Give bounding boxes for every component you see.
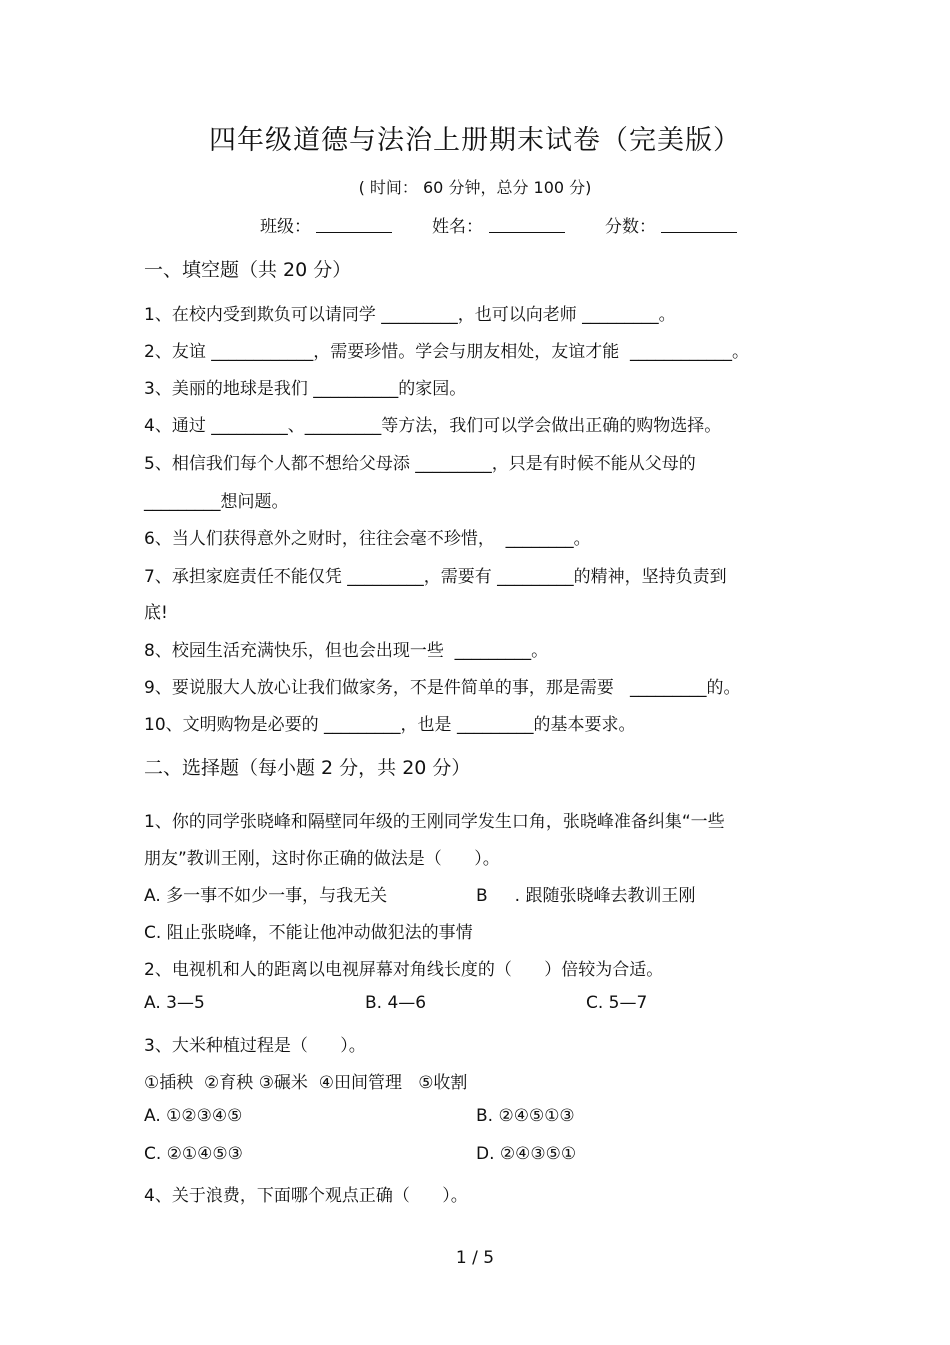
fill-question-6: 6、当人们获得意外之财时，往往会毫不珍惜， ________。 bbox=[144, 529, 591, 549]
name-label: 姓名： bbox=[432, 217, 483, 237]
fill-question-3: 3、美丽的地球是我们 __________的家园。 bbox=[144, 379, 467, 399]
choice-question-3-steps: ①插秧 ②育秧 ③碾米 ④田间管理 ⑤收割 bbox=[144, 1073, 468, 1093]
section-fill-in-heading: 一、填空题（共 20 分） bbox=[144, 259, 352, 281]
fill-question-1: 1、在校内受到欺负可以请同学 _________，也可以向老师 _________。 bbox=[144, 305, 676, 325]
choice-question-2: 2、电视机和人的距离以电视屏幕对角线长度的（ ）倍较为合适。 bbox=[144, 960, 664, 980]
exam-subtitle: ( 时间： 60 分钟，总分 100 分) bbox=[358, 178, 592, 197]
choice-question-3-option-d: D. ②④③⑤① bbox=[476, 1144, 577, 1164]
choice-question-1-option-b: B . 跟随张晓峰去教训王刚 bbox=[476, 886, 696, 906]
score-blank bbox=[661, 232, 737, 233]
class-blank bbox=[316, 232, 392, 233]
fill-question-9: 9、要说服大人放心让我们做家务，不是件简单的事，那是需要 _________的。 bbox=[144, 678, 741, 698]
section-choice-heading: 二、选择题（每小题 2 分，共 20 分） bbox=[144, 757, 471, 779]
choice-question-4: 4、关于浪费，下面哪个观点正确（ ）。 bbox=[144, 1186, 468, 1206]
choice-question-2-option-b: B. 4—6 bbox=[365, 993, 427, 1013]
choice-question-2-option-a: A. 3—5 bbox=[144, 993, 205, 1013]
choice-question-1-line2: 朋友”教训王刚，这时你正确的做法是（ ）。 bbox=[144, 849, 500, 869]
choice-question-3: 3、大米种植过程是（ ）。 bbox=[144, 1036, 366, 1056]
fill-question-2: 2、友谊 ____________，需要珍惜。学会与朋友相处，友谊才能 ____________。 bbox=[144, 342, 750, 362]
fill-question-7-line1: 7、承担家庭责任不能仅凭 _________，需要有 _________的精神，坚持负责到 bbox=[144, 567, 727, 587]
fill-question-7-line2: 底! bbox=[144, 603, 168, 623]
class-label: 班级： bbox=[260, 217, 311, 237]
exam-title: 四年级道德与法治上册期末试卷（完美版） bbox=[209, 125, 741, 156]
choice-question-3-option-a: A. ①②③④⑤ bbox=[144, 1106, 243, 1126]
choice-question-1-line1: 1、你的同学张晓峰和隔壁同年级的王刚同学发生口角，张晓峰准备纠集“一些 bbox=[144, 812, 725, 832]
score-label: 分数： bbox=[605, 217, 656, 237]
choice-question-3-option-b: B. ②④⑤①③ bbox=[476, 1106, 575, 1126]
fill-question-10: 10、文明购物是必要的 _________，也是 _________的基本要求。 bbox=[144, 715, 636, 735]
page-number: 1 / 5 bbox=[455, 1248, 495, 1268]
choice-question-1-option-c: C. 阻止张晓峰，不能让他冲动做犯法的事情 bbox=[144, 923, 473, 943]
choice-question-1-option-a: A. 多一事不如少一事，与我无关 bbox=[144, 886, 388, 906]
fill-question-8: 8、校园生活充满快乐，但也会出现一些 _________。 bbox=[144, 641, 549, 661]
name-blank bbox=[489, 232, 565, 233]
choice-question-3-option-c: C. ②①④⑤③ bbox=[144, 1144, 243, 1164]
fill-question-5-line2: _________想问题。 bbox=[144, 492, 289, 512]
fill-question-4: 4、通过 _________、_________等方法，我们可以学会做出正确的购物选择。 bbox=[144, 416, 722, 436]
fill-question-5-line1: 5、相信我们每个人都不想给父母添 _________，只是有时候不能从父母的 bbox=[144, 454, 696, 474]
choice-question-2-option-c: C. 5—7 bbox=[586, 993, 648, 1013]
